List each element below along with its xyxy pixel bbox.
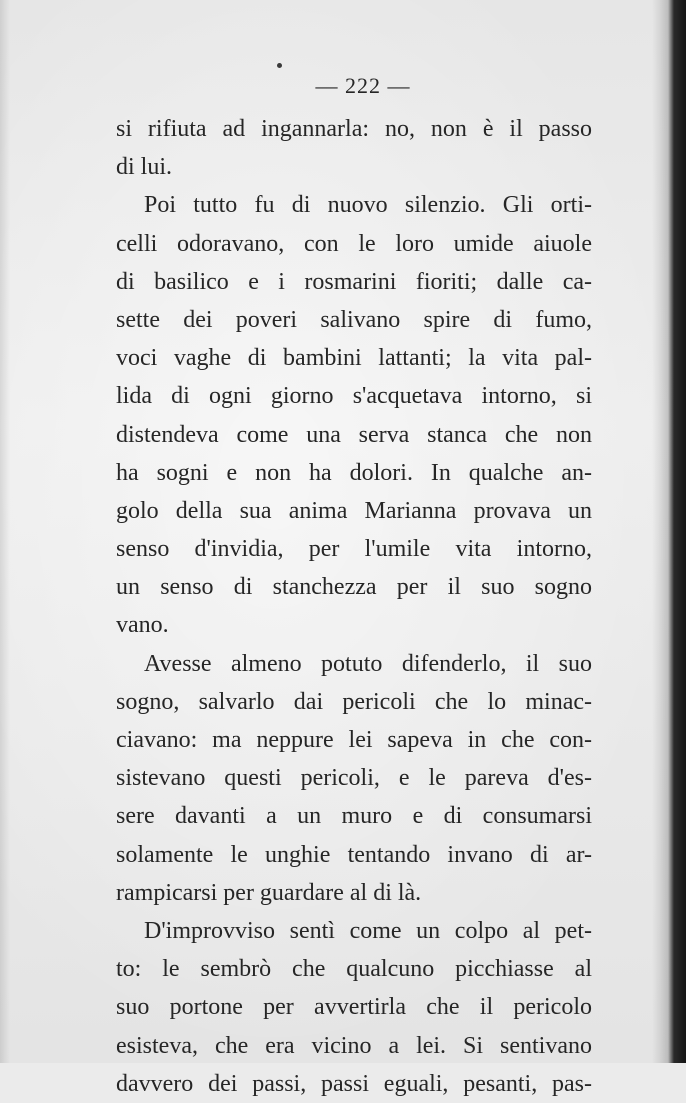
text-line: ciavano: ma neppure lei sapeva in che con- bbox=[116, 727, 592, 753]
text-line: vano. bbox=[116, 612, 169, 639]
text-line: celli odoravano, con le loro umide aiuole bbox=[116, 230, 592, 257]
text-line: distendeva come una serva stanca che non bbox=[116, 421, 592, 448]
text-line: sistevano questi pericoli, e le pareva d'es- bbox=[116, 765, 592, 792]
text-line: ha sogni e non ha dolori. In qualche an- bbox=[116, 459, 592, 486]
text-line: solamente le unghie tentando invano di ar- bbox=[116, 841, 592, 868]
text-line: D'improvviso sentì come un colpo al pet- bbox=[144, 917, 592, 944]
text-line: Avesse almeno potuto difenderlo, il suo bbox=[144, 650, 592, 677]
text-line: voci vaghe di bambini lattanti; la vita pal- bbox=[116, 345, 592, 372]
book-spine-shadow bbox=[652, 0, 686, 1063]
text-line: si rifiuta ad ingannarla: no, non è il passo bbox=[116, 116, 592, 142]
text-line: sogno, salvarlo dai pericoli che lo minac- bbox=[116, 688, 592, 715]
text-line: sere davanti a un muro e di consumarsi bbox=[116, 803, 592, 830]
text-line: davvero dei passi, passi eguali, pesanti, pas- bbox=[116, 1070, 592, 1097]
page-number: — 222 — bbox=[315, 73, 411, 98]
text-line: golo della sua anima Marianna provava un bbox=[116, 497, 592, 524]
text-line: lida di ogni giorno s'acquetava intorno, si bbox=[116, 383, 592, 410]
body-text bbox=[116, 110, 592, 1103]
text-line: Poi tutto fu di nuovo silenzio. Gli orti- bbox=[144, 192, 592, 219]
text-line: rampicarsi per guardare al di là. bbox=[116, 879, 422, 906]
text-line: esisteva, che era vicino a lei. Si sentivano bbox=[116, 1032, 592, 1059]
page-shadow-left bbox=[0, 0, 10, 1063]
text-line: un senso di stanchezza per il suo sogno bbox=[116, 574, 592, 601]
text-line: to: le sembrò che qualcuno picchiasse al bbox=[116, 956, 592, 983]
text-line: suo portone per avvertirla che il pericolo bbox=[116, 994, 592, 1021]
text-line: senso d'invidia, per l'umile vita intorno, bbox=[116, 536, 592, 563]
text-line: di lui. bbox=[116, 154, 173, 181]
text-line: di basilico e i rosmarini fioriti; dalle ca- bbox=[116, 268, 592, 295]
ink-speck bbox=[277, 63, 282, 68]
text-line: sette dei poveri salivano spire di fumo, bbox=[116, 306, 592, 333]
